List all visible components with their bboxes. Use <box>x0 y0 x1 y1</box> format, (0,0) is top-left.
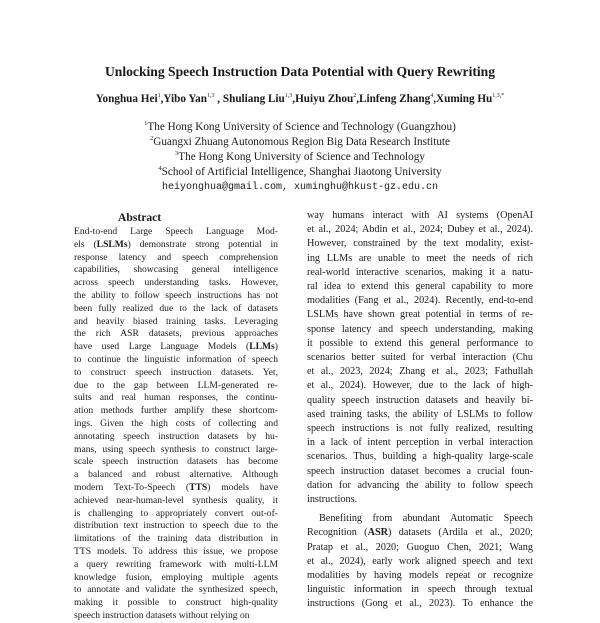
author-name: Linfeng Zhang <box>359 93 431 105</box>
abstract-line: across speech understanding tasks. However, <box>74 277 278 289</box>
body-line: dation for advancing the ability to follow speech <box>307 479 533 491</box>
abstract-line: have used Large Language Models (LLMs) <box>74 341 278 353</box>
abstract-line: achieved near-human-level synthesis quality, it <box>74 494 278 506</box>
affiliation-line <box>0 165 600 180</box>
bold-term: TTS <box>189 481 208 493</box>
body-line: scenarios. Thus, building a high-quality large-scale <box>307 451 533 463</box>
abstract-line: due to the gap between LLM-generated re- <box>74 379 278 391</box>
author-name: Huiyu Zhou <box>295 93 354 105</box>
introduction-column <box>307 209 533 612</box>
abstract-line: making it possible to construct high-quality <box>74 597 278 609</box>
abstract-line: TTS models. To address this issue, we propose <box>74 545 278 557</box>
abstract-line: and heavily biased training tasks. Leveraging <box>74 315 278 327</box>
body-line: it possible to extend this general performance to <box>307 337 533 349</box>
abstract-line: limitations of the training data distribution in <box>74 533 278 545</box>
author-name: Xuming Hu <box>436 93 493 105</box>
abstract-body <box>74 226 278 623</box>
author-list: Yonghua Hei$^1$,Yibo Yan$^{1,3}$ , Shuliang Liu$^{1,3}$,Huiyu Zhou$^2$,Linfeng Zhang$^4$,Xuming $Hu^{1,3,*}$ <box>95 93 505 105</box>
author-affiliation-mark: 1 <box>157 93 161 99</box>
abstract-line: to continue the linguistic information of speech <box>74 353 278 365</box>
abstract-heading: Abstract <box>118 211 162 224</box>
abstract-line: the rich ASR datasets, previous approaches <box>74 328 278 340</box>
body-line: modalities by having models repeat or recognize <box>307 570 533 582</box>
author-affiliation-mark: 1,3,* <box>492 93 505 99</box>
abstract-line: End-to-end Large Speech Language Mod- <box>74 226 278 237</box>
abstract-line: modern Text-To-Speech (TTS) models have <box>74 481 278 493</box>
bold-term: ASR <box>367 527 388 539</box>
abstract-line: els (LSLMs) demonstrate strong potential in <box>74 238 278 250</box>
abstract-line: ation methods further amplify these shortcom- <box>74 405 278 417</box>
affiliation-text: Guangxi Zhuang Autonomous Region Big Data Research Institute <box>153 136 450 148</box>
body-line: et al., 2024; Abdin et al., 2024; Dubey et al., 2024). <box>307 224 533 236</box>
abstract-line: is challenging to appropriately convert out-of- <box>74 507 278 519</box>
body-line: sponse latency and speech understanding, making <box>307 323 533 335</box>
abstract-line: to annotate and validate the synthesized speech, <box>74 584 278 596</box>
abstract-line: the ability to follow speech instructions has not <box>74 289 278 301</box>
abstract-line: ings. Given the high costs of collecting and <box>74 417 278 429</box>
body-line: Pratap et al., 2020; Guoguo Chen, 2021; Wang <box>307 541 533 553</box>
abstract-line: mans, using speech synthesis to construct large- <box>74 443 278 455</box>
affiliation-list <box>0 120 600 195</box>
abstract-line: capabilities, showcasing general intelligence <box>74 264 278 276</box>
abstract-line: speech instruction datasets without relying on <box>74 609 250 621</box>
affiliation-line <box>0 150 600 165</box>
affiliation-mark: 2 <box>150 135 154 142</box>
abstract-line: annotating speech instruction datasets by hu- <box>74 430 278 442</box>
body-line: way humans interact with AI systems (OpenAI <box>307 210 533 221</box>
body-line: real-world interactive scenarios, making it a natu- <box>307 266 533 278</box>
body-line: ral idea to extend this general capability to more <box>307 281 533 293</box>
body-line: Recognition (ASR) datasets (Ardila et al., 2020; <box>307 527 533 539</box>
body-paragraph <box>307 512 533 611</box>
bold-term: LLMs <box>249 341 275 353</box>
affiliation-line <box>0 120 600 135</box>
body-line: instructions (Gong et al., 2023). To enhance the <box>307 598 533 610</box>
abstract-line: to construct speech instruction datasets. Yet, <box>74 366 278 378</box>
body-line: quality speech instruction datasets and heavily bi- <box>307 394 533 406</box>
body-line: et al., 2023, 2024; Zhang et al., 2023; Fathullah <box>307 366 533 378</box>
abstract-line: been fully realized due to the lack of datasets <box>74 302 278 314</box>
affiliation-text: School of Artificial Intelligence, Shanghai Jiaotong University <box>161 166 442 178</box>
author-affiliation-mark: 4 <box>430 93 434 99</box>
body-line: speech instructions is not fully realized, resulting <box>307 423 533 435</box>
affiliation-mark: 3 <box>175 150 179 157</box>
author-emails: heiyonghua@gmail.com, xuminghu@hkust-gz.edu.cn <box>161 182 439 193</box>
body-line: LSLMs have shown great potential in terms of re- <box>307 309 533 321</box>
author-name: Shuliang Liu <box>222 93 285 105</box>
affiliation-line <box>0 135 600 150</box>
abstract-line: a balanced and robust alternative. Although <box>74 469 278 481</box>
body-paragraph <box>307 209 533 507</box>
body-line: in a lack of intent perception in verbal interaction <box>307 437 533 449</box>
abstract-line: a query rewriting framework with multi-LLM <box>74 558 278 570</box>
affiliation-mark: 4 <box>158 165 162 172</box>
body-line: ased training tasks, the ability of LSLMs to follow <box>307 408 533 420</box>
body-line: linguistic information in speech through textual <box>307 584 533 596</box>
body-line: et al., 2024), early work aligned speech and text <box>307 555 533 567</box>
body-line: ing LLMs are unable to meet the needs of rich <box>307 252 533 264</box>
body-line: modalities (Fang et al., 2024). Recently, end-to-end <box>307 295 533 307</box>
bold-term: LSLMs <box>96 238 128 250</box>
affiliation-text: The Hong Kong University of Science and Technology <box>178 151 425 163</box>
abstract-line: sults and real human responses, the continu- <box>74 392 278 404</box>
abstract-line: scale speech instruction datasets has become <box>74 456 278 468</box>
author-affiliation-mark: 1,3 <box>206 93 215 99</box>
paper-title: Unlocking Speech Instruction Data Potential with Query Rewriting <box>104 64 496 79</box>
body-line: instructions. <box>307 494 358 506</box>
abstract-line: response latency and speech comprehension <box>74 251 278 263</box>
author-name: Yonghua Hei <box>95 93 158 105</box>
body-line: scenarios better suited for verbal interaction (Chu <box>307 352 533 364</box>
abstract-line: distribution text instruction to speech due to the <box>74 520 278 532</box>
affiliation-mark: 1 <box>144 120 148 127</box>
abstract-line: knowledge fusion, employing multiple agents <box>74 571 278 583</box>
author-affiliation-mark: 1,3 <box>284 93 293 99</box>
author-name: Yibo Yan <box>163 93 207 105</box>
body-line: speech instruction dataset becomes a crucial foun- <box>307 465 533 477</box>
author-affiliation-mark: 2 <box>353 93 357 99</box>
body-line: However, constrained by the text modality, exist- <box>307 238 533 250</box>
body-line: Benefiting from abundant Automatic Speech <box>319 513 533 525</box>
affiliation-text: The Hong Kong University of Science and Technology (Guangzhou) <box>147 121 456 133</box>
body-line: et al., 2024). However, due to the lack of high- <box>307 380 533 392</box>
